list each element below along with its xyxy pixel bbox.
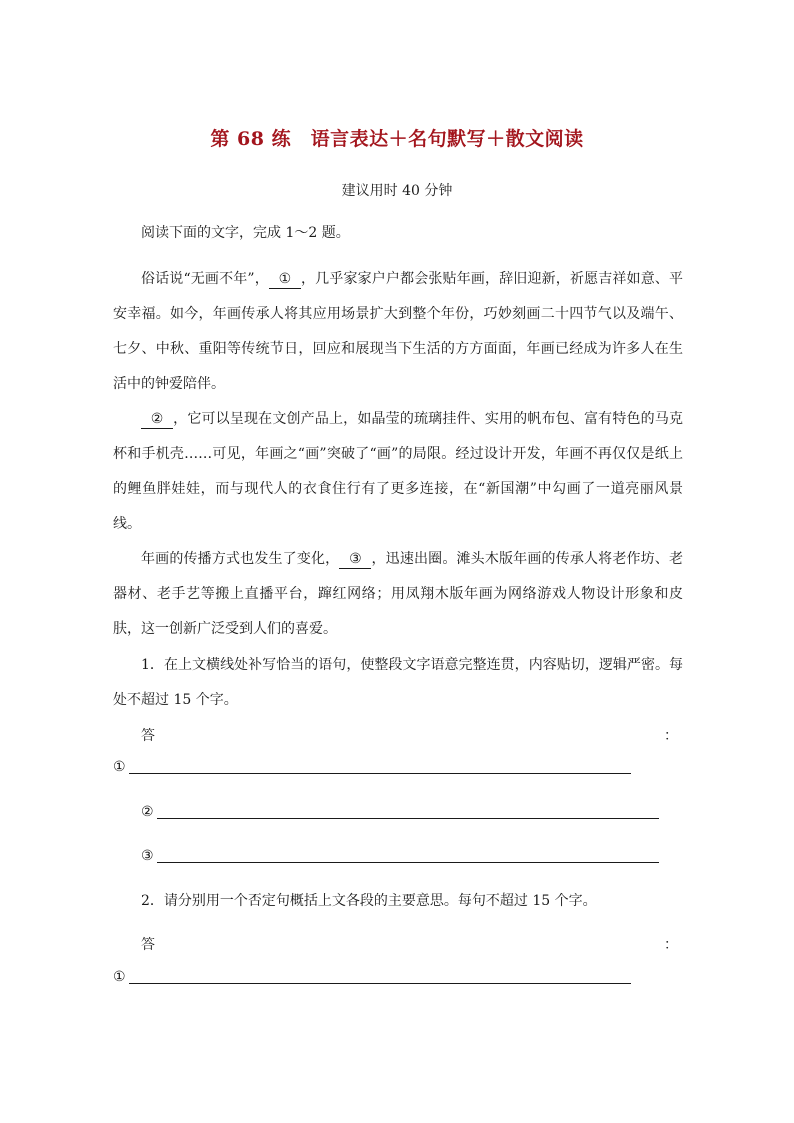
passage-text: 俗话说“无画不年”，	[141, 271, 269, 287]
answer-line-2[interactable]	[157, 818, 659, 819]
answer-mark-2: ②	[141, 804, 154, 820]
answer-line-1[interactable]	[129, 773, 631, 774]
passage-text: ，几乎家家户户都会张贴年画，辞旧迎新，祈愿吉祥如意、平安幸福。如今，年画传承人将其应用场景扩大到整个年份，巧妙刻画二十四节气以及端午、七夕、中秋、重阳等传统节日，回应和展现当下生活的方方面面，年画已经成为许多人在生活中的钟爱陪伴。	[113, 271, 683, 392]
answer-colon: ：	[664, 937, 678, 953]
page-title: 第 68 练 语言表达＋名句默写＋散文阅读	[210, 128, 584, 150]
answer-label: 答	[141, 937, 155, 953]
fill-blank-3: ③	[339, 550, 371, 569]
passage-text: ，迅速出圈。滩头木版年画的传承人将老作坊、老器材、老手艺等搬上直播平台，蹿红网络；用凤翔木版年画为网络游戏人物设计形象和皮肤，这一创新广泛受到人们的喜爱。	[113, 551, 684, 637]
passage-paragraph-1	[113, 262, 683, 402]
passage-text: 年画的传播方式也发生了变化，	[141, 551, 340, 567]
suggested-time: 建议用时 40 分钟	[341, 183, 453, 199]
answer-mark-1: ①	[113, 759, 126, 775]
fill-blank-2: ②	[141, 410, 173, 429]
answer-mark-1: ①	[113, 969, 126, 985]
answer-label: 答	[141, 728, 155, 744]
answer-colon: ：	[664, 728, 678, 744]
passage-paragraph-2	[113, 402, 683, 542]
fill-blank-1: ①	[269, 270, 301, 289]
question-2: 2．请分别用一个否定句概括上文各段的主要意思。每句不超过 15 个字。	[141, 893, 597, 909]
answer-mark-3: ③	[141, 848, 154, 864]
passage-paragraph-3	[113, 542, 683, 647]
reading-instruction: 阅读下面的文字，完成 1～2 题。	[141, 225, 350, 241]
passage-text: ，它可以呈现在文创产品上，如晶莹的琉璃挂件、实用的帆布包、富有特色的马克杯和手机壳……可见，年画之“画”突破了“画”的局限。经过设计开发，年画不再仅仅是纸上的鲤鱼胖娃娃，而与现代人的衣食住行有了更多连接，在“新国潮”中勾画了一道亮丽风景线。	[113, 411, 683, 532]
answer-line-q2-1[interactable]	[129, 983, 631, 984]
question-1: 1．在上文横线处补写恰当的语句，使整段文字语意完整连贯，内容贴切，逻辑严密。每处不超过 15 个字。	[113, 657, 683, 708]
answer-line-3[interactable]	[157, 862, 659, 863]
